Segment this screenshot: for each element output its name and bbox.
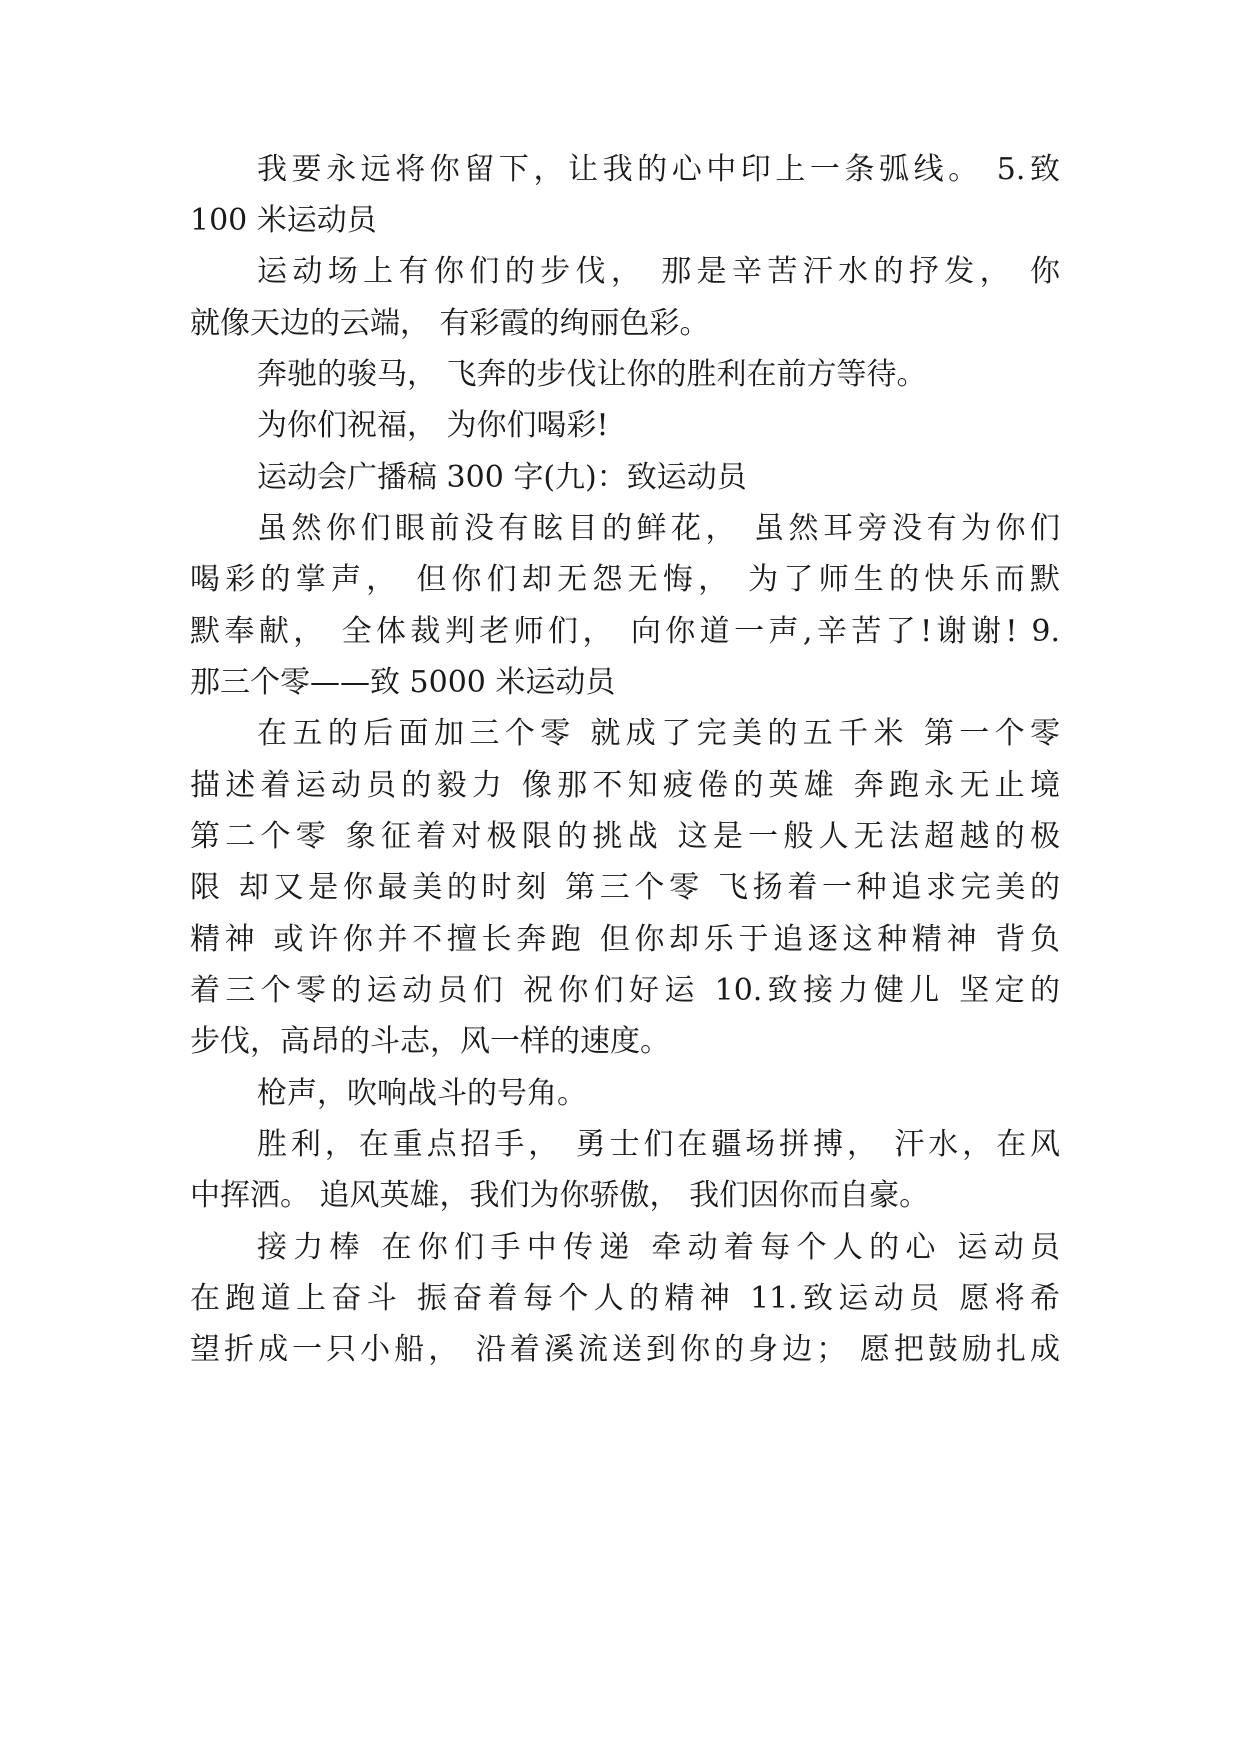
text-line: 第二个零 象征着对极限的挑战 这是一般人无法超越的极 xyxy=(190,819,1060,854)
text-line: 为你们祝福， 为你们喝彩! xyxy=(257,408,609,443)
text-line: 在五的后面加三个零 就成了完美的五千米 第一个零 xyxy=(257,716,1060,751)
text-line: 望折成一只小船， 沿着溪流送到你的身边； 愿把鼓励扎成 xyxy=(190,1332,1060,1367)
text-line: 限 却又是你最美的时刻 第三个零 飞扬着一种追求完美的 xyxy=(190,870,1060,905)
text-line: 默奉献， 全体裁判老师们， 向你道一声,辛苦了!谢谢! 9. xyxy=(190,614,1060,649)
text-line: 接力棒 在你们手中传递 牵动着每个人的心 运动员 xyxy=(257,1230,1060,1265)
text-line: 着三个零的运动员们 祝你们好运 10.致接力健儿 坚定的 xyxy=(190,973,1060,1008)
text-line: 枪声，吹响战斗的号角。 xyxy=(257,1076,587,1111)
text-line: 步伐，高昂的斗志，风一样的速度。 xyxy=(190,1024,670,1059)
text-line: 胜利，在重点招手， 勇士们在疆场拼搏， 汗水，在风 xyxy=(257,1127,1060,1162)
section-heading: 运动会广播稿 300 字(九)：致运动员 xyxy=(257,460,747,495)
text-line: 精神 或许你并不擅长奔跑 但你却乐于追逐这种精神 背负 xyxy=(190,922,1060,957)
text-line: 描述着运动员的毅力 像那不知疲倦的英雄 奔跑永无止境 xyxy=(190,768,1060,803)
text-line: 那三个零——致 5000 米运动员 xyxy=(190,665,616,700)
text-line: 运动场上有你们的步伐， 那是辛苦汗水的抒发， 你 xyxy=(257,254,1060,289)
text-line: 中挥洒。 追风英雄，我们为你骄傲， 我们因你而自豪。 xyxy=(190,1178,930,1213)
text-line: 就像天边的云端， 有彩霞的绚丽色彩。 xyxy=(190,306,710,341)
text-line: 虽然你们眼前没有眩目的鲜花， 虽然耳旁没有为你们 xyxy=(257,511,1060,546)
text-line: 奔驰的骏马， 飞奔的步伐让你的胜利在前方等待。 xyxy=(257,357,927,392)
text-line: 我要永远将你留下，让我的心中印上一条弧线。 5.致 xyxy=(257,152,1060,187)
text-line: 在跑道上奋斗 振奋着每个人的精神 11.致运动员 愿将希 xyxy=(190,1281,1060,1316)
text-line: 喝彩的掌声， 但你们却无怨无悔， 为了师生的快乐而默 xyxy=(190,562,1060,597)
text-line: 100 米运动员 xyxy=(190,203,377,238)
